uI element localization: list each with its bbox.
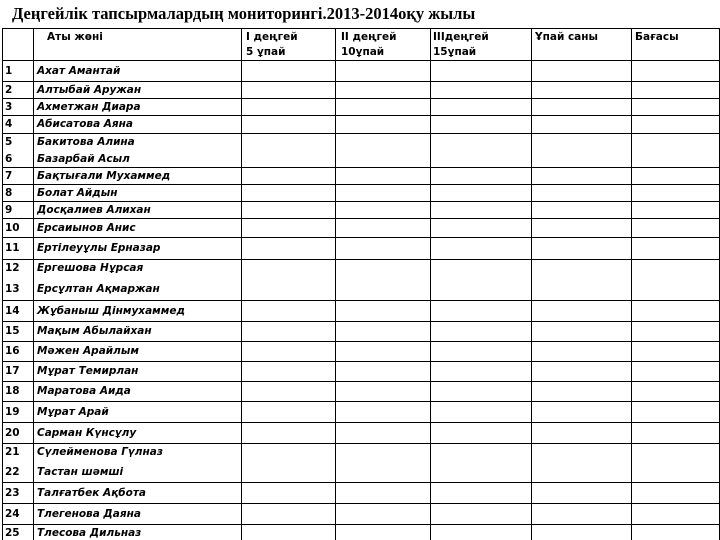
- level-2-score-cell[interactable]: [336, 202, 430, 218]
- level-2-score-cell[interactable]: [336, 362, 430, 381]
- level-3-score-cell[interactable]: [431, 525, 531, 540]
- level-3-score-cell[interactable]: [431, 219, 531, 237]
- level-3-score-cell[interactable]: [431, 362, 531, 381]
- level-1-score-cell[interactable]: [242, 238, 335, 259]
- student-name: Талғатбек Ақбота: [37, 487, 147, 499]
- total-points-cell[interactable]: [532, 260, 631, 300]
- column-header: Аты жөні: [47, 31, 103, 43]
- total-points-cell[interactable]: [532, 423, 631, 443]
- level-3-score-cell[interactable]: [431, 342, 531, 361]
- level-1-score-cell[interactable]: [242, 444, 335, 482]
- total-points-cell[interactable]: [532, 99, 631, 115]
- row-number: 10: [5, 222, 20, 234]
- level-2-score-cell[interactable]: [336, 238, 430, 259]
- level-3-score-cell[interactable]: [431, 238, 531, 259]
- grade-cell[interactable]: [632, 483, 719, 503]
- level-1-score-cell[interactable]: [242, 301, 335, 321]
- level-2-score-cell[interactable]: [336, 301, 430, 321]
- total-points-cell[interactable]: [532, 301, 631, 321]
- grade-cell[interactable]: [632, 322, 719, 341]
- grade-cell[interactable]: [632, 202, 719, 218]
- level-2-score-cell[interactable]: [336, 402, 430, 422]
- grade-cell[interactable]: [632, 402, 719, 422]
- grade-cell[interactable]: [632, 219, 719, 237]
- total-points-cell[interactable]: [532, 362, 631, 381]
- total-points-cell[interactable]: [532, 504, 631, 524]
- total-points-cell[interactable]: [532, 82, 631, 98]
- grade-cell[interactable]: [632, 382, 719, 401]
- level-2-score-cell[interactable]: [336, 168, 430, 184]
- level-1-score-cell[interactable]: [242, 342, 335, 361]
- student-name: Тлегенова Даяна: [37, 508, 141, 520]
- level-2-score-cell[interactable]: [336, 382, 430, 401]
- level-1-score-cell[interactable]: [242, 260, 335, 300]
- level-3-score-cell[interactable]: [431, 82, 531, 98]
- total-points-cell[interactable]: [532, 483, 631, 503]
- total-points-cell[interactable]: [532, 202, 631, 218]
- row-number: 7: [5, 170, 13, 182]
- column-divider: [33, 28, 34, 540]
- level-3-score-cell[interactable]: [431, 402, 531, 422]
- grade-cell[interactable]: [632, 134, 719, 167]
- total-points-cell[interactable]: [532, 168, 631, 184]
- column-header: 5 ұпай: [246, 46, 286, 58]
- row-number: 3: [5, 101, 13, 113]
- grade-cell[interactable]: [632, 82, 719, 98]
- row-number: 9: [5, 204, 13, 216]
- row-number: 11: [5, 242, 20, 254]
- student-name: Мәжен Арайлым: [37, 345, 139, 357]
- student-name: Досқалиев Алихан: [37, 204, 151, 216]
- level-3-score-cell[interactable]: [431, 423, 531, 443]
- row-number: 17: [5, 365, 20, 377]
- grade-cell[interactable]: [632, 99, 719, 115]
- level-3-score-cell[interactable]: [431, 483, 531, 503]
- grade-cell[interactable]: [632, 301, 719, 321]
- level-2-score-cell[interactable]: [336, 444, 430, 482]
- page-title: Деңгейлік тапсырмалардың мониторингі.2013-2014оқу жылы: [12, 4, 476, 23]
- row-number: 1: [5, 65, 13, 77]
- total-points-cell[interactable]: [532, 525, 631, 540]
- column-header: 15ұпай: [433, 46, 477, 58]
- level-3-score-cell[interactable]: [431, 504, 531, 524]
- grade-cell[interactable]: [632, 504, 719, 524]
- grade-cell[interactable]: [632, 168, 719, 184]
- level-1-score-cell[interactable]: [242, 202, 335, 218]
- student-name: Маратова Аида: [37, 385, 131, 397]
- column-header: ІІ деңгей: [341, 31, 397, 43]
- grade-cell[interactable]: [632, 444, 719, 482]
- level-3-score-cell[interactable]: [431, 444, 531, 482]
- row-number: 13: [5, 283, 20, 295]
- student-name: Ахат Амантай: [37, 65, 121, 77]
- grade-cell[interactable]: [632, 185, 719, 201]
- student-name: Мұрат Темирлан: [37, 365, 139, 377]
- level-3-score-cell[interactable]: [431, 168, 531, 184]
- row-number: 16: [5, 345, 20, 357]
- level-1-score-cell[interactable]: [242, 362, 335, 381]
- level-2-score-cell[interactable]: [336, 483, 430, 503]
- grade-cell[interactable]: [632, 260, 719, 300]
- level-3-score-cell[interactable]: [431, 134, 531, 167]
- column-header: І деңгей: [246, 31, 298, 43]
- student-name: Бақтығали Мухаммед: [37, 170, 171, 182]
- level-1-score-cell[interactable]: [242, 322, 335, 341]
- level-2-score-cell[interactable]: [336, 525, 430, 540]
- student-name: Тастан шәмші: [37, 466, 124, 478]
- level-2-score-cell[interactable]: [336, 423, 430, 443]
- total-points-cell[interactable]: [532, 61, 631, 81]
- student-name: Болат Айдын: [37, 187, 118, 199]
- level-1-score-cell[interactable]: [242, 116, 335, 133]
- level-2-score-cell[interactable]: [336, 116, 430, 133]
- level-1-score-cell[interactable]: [242, 61, 335, 81]
- student-name: Ерсұлтан Ақмаржан: [37, 283, 160, 295]
- column-header: ІІІдеңгей: [433, 31, 489, 43]
- student-name: Сүлейменова Гүлназ: [37, 446, 163, 458]
- level-1-score-cell[interactable]: [242, 82, 335, 98]
- grade-cell[interactable]: [632, 238, 719, 259]
- level-2-score-cell[interactable]: [336, 185, 430, 201]
- row-number: 2: [5, 84, 13, 96]
- level-1-score-cell[interactable]: [242, 168, 335, 184]
- level-3-score-cell[interactable]: [431, 322, 531, 341]
- student-name: Базарбай Асыл: [37, 153, 130, 165]
- row-number: 15: [5, 325, 20, 337]
- level-2-score-cell[interactable]: [336, 260, 430, 300]
- total-points-cell[interactable]: [532, 134, 631, 167]
- total-points-cell[interactable]: [532, 444, 631, 482]
- row-number: 4: [5, 118, 13, 130]
- level-2-score-cell[interactable]: [336, 99, 430, 115]
- level-2-score-cell[interactable]: [336, 504, 430, 524]
- student-name: Мақым Абылайхан: [37, 325, 152, 337]
- row-number: 25: [5, 527, 20, 539]
- level-1-score-cell[interactable]: [242, 525, 335, 540]
- level-2-score-cell[interactable]: [336, 322, 430, 341]
- total-points-cell[interactable]: [532, 322, 631, 341]
- level-2-score-cell[interactable]: [336, 134, 430, 167]
- row-number: 18: [5, 385, 20, 397]
- level-3-score-cell[interactable]: [431, 99, 531, 115]
- total-points-cell[interactable]: [532, 342, 631, 361]
- level-3-score-cell[interactable]: [431, 301, 531, 321]
- column-header: Бағасы: [635, 31, 679, 43]
- column-header: 10ұпай: [341, 46, 385, 58]
- level-3-score-cell[interactable]: [431, 382, 531, 401]
- grade-cell[interactable]: [632, 423, 719, 443]
- student-name: Ерсаиынов Анис: [37, 222, 136, 234]
- total-points-cell[interactable]: [532, 402, 631, 422]
- level-1-score-cell[interactable]: [242, 219, 335, 237]
- grade-cell[interactable]: [632, 61, 719, 81]
- row-number: 24: [5, 508, 20, 520]
- level-3-score-cell[interactable]: [431, 61, 531, 81]
- level-1-score-cell[interactable]: [242, 99, 335, 115]
- level-2-score-cell[interactable]: [336, 82, 430, 98]
- grade-cell[interactable]: [632, 525, 719, 540]
- row-number: 5: [5, 136, 13, 148]
- grade-cell[interactable]: [632, 342, 719, 361]
- student-name: Алтыбай Аружан: [37, 84, 142, 96]
- student-name: Ертілеуұлы Ерназар: [37, 242, 161, 254]
- student-name: Ахметжан Диара: [37, 101, 141, 113]
- grade-cell[interactable]: [632, 116, 719, 133]
- column-header: Ұпай саны: [535, 31, 599, 43]
- student-name: Жұбаныш Дінмухаммед: [37, 305, 185, 317]
- level-2-score-cell[interactable]: [336, 219, 430, 237]
- grade-cell[interactable]: [632, 362, 719, 381]
- row-number: 22: [5, 466, 20, 478]
- total-points-cell[interactable]: [532, 116, 631, 133]
- row-number: 20: [5, 427, 20, 439]
- level-1-score-cell[interactable]: [242, 402, 335, 422]
- level-1-score-cell[interactable]: [242, 423, 335, 443]
- row-number: 8: [5, 187, 13, 199]
- total-points-cell[interactable]: [532, 382, 631, 401]
- student-name: Тлесова Дильназ: [37, 527, 142, 539]
- level-1-score-cell[interactable]: [242, 504, 335, 524]
- student-name: Мұрат Арай: [37, 406, 109, 418]
- row-number: 6: [5, 153, 13, 165]
- level-3-score-cell[interactable]: [431, 185, 531, 201]
- level-2-score-cell[interactable]: [336, 342, 430, 361]
- total-points-cell[interactable]: [532, 185, 631, 201]
- level-3-score-cell[interactable]: [431, 260, 531, 300]
- row-number: 12: [5, 262, 20, 274]
- student-name: Сарман Күнсұлу: [37, 427, 137, 439]
- student-name: Ергешова Нұрсая: [37, 262, 144, 274]
- row-number: 19: [5, 406, 20, 418]
- total-points-cell[interactable]: [532, 219, 631, 237]
- table-left-border: [2, 28, 3, 540]
- student-name: Бакитова Алина: [37, 136, 135, 148]
- level-1-score-cell[interactable]: [242, 382, 335, 401]
- table-top-border: [2, 28, 719, 29]
- level-1-score-cell[interactable]: [242, 134, 335, 167]
- level-1-score-cell[interactable]: [242, 483, 335, 503]
- row-number: 21: [5, 446, 20, 458]
- level-2-score-cell[interactable]: [336, 61, 430, 81]
- level-3-score-cell[interactable]: [431, 202, 531, 218]
- total-points-cell[interactable]: [532, 238, 631, 259]
- level-3-score-cell[interactable]: [431, 116, 531, 133]
- row-number: 14: [5, 305, 20, 317]
- level-1-score-cell[interactable]: [242, 185, 335, 201]
- student-name: Абисатова Аяна: [37, 118, 134, 130]
- row-number: 23: [5, 487, 20, 499]
